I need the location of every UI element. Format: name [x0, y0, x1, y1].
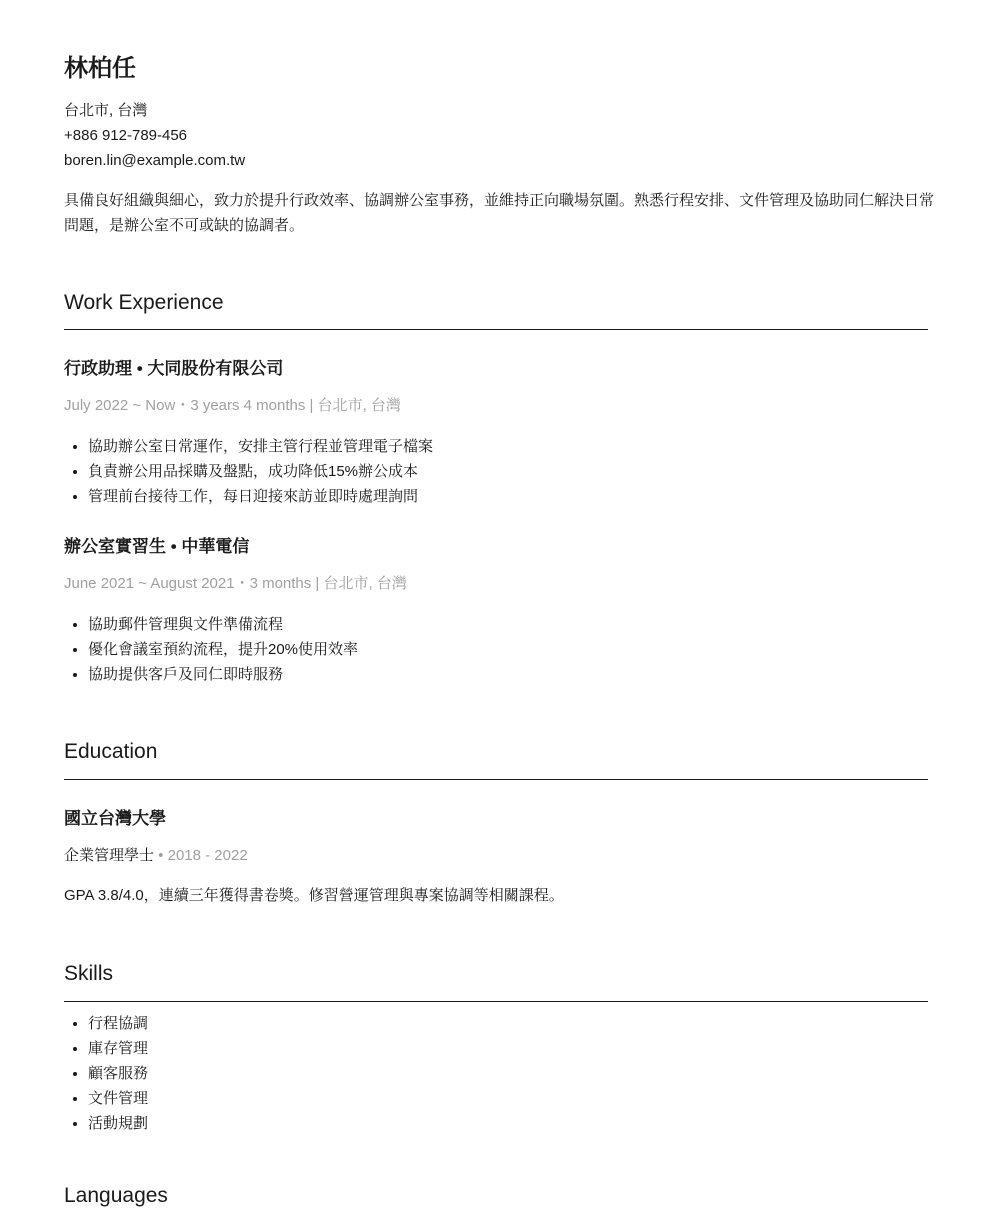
job-title: 辦公室實習生 • 中華電信 [64, 537, 250, 556]
list-item: • 負責辦公用品採購及盤點，成功降低15%辦公成本 [88, 459, 433, 484]
section-title-skills: Skills [64, 962, 114, 985]
list-item: • 顧客服務 [88, 1061, 148, 1086]
candidate-name: 林柏任 [64, 55, 136, 82]
section-title-languages: Languages [64, 1184, 168, 1207]
school-name: 國立台灣大學 [64, 809, 166, 828]
skills-list [64, 1011, 148, 1136]
degree-meta [64, 845, 248, 867]
list-item: • 優化會議室預約流程，提升20%使用效率 [88, 637, 358, 662]
list-item: • 協助郵件管理與文件準備流程 [88, 612, 358, 637]
contact-info [64, 98, 245, 173]
job-meta: June 2021 ~ August 2021・3 months | 台北市, 台灣 [64, 575, 407, 592]
section-divider [64, 779, 928, 780]
list-item: • 協助辦公室日常運作，安排主管行程並管理電子檔案 [88, 434, 433, 459]
section-divider [64, 329, 928, 330]
phone: +886 912-789-456 [64, 127, 188, 144]
list-item: • 管理前台接待工作，每日迎接來訪並即時處理詢問 [88, 484, 433, 509]
list-item: • 行程協調 [88, 1011, 148, 1036]
list-item: • 活動規劃 [88, 1111, 148, 1136]
degree: 企業管理學士 [64, 847, 155, 864]
job-meta: July 2022 ~ Now・3 years 4 months | 台北市, 台灣 [64, 397, 401, 414]
section-title-work: Work Experience [64, 291, 224, 314]
education-years: • 2018 - 2022 [154, 847, 248, 864]
summary: 具備良好組織與細心，致力於提升行政效率、協調辦公室事務，並維持正向職場氛圍。熟悉行程安排、文件管理及協助同仁解決日常問題，是辦公室不可或缺的協調者。 [64, 192, 935, 234]
list-item: • 協助提供客戶及同仁即時服務 [88, 662, 358, 687]
email: boren.lin@example.com.tw [64, 152, 246, 169]
job-bullets [64, 612, 358, 687]
list-item: • 庫存管理 [88, 1036, 148, 1061]
section-title-education: Education [64, 740, 158, 763]
education-description: GPA 3.8/4.0，連續三年獲得書卷獎。修習營運管理與專案協調等相關課程。 [64, 887, 564, 904]
list-item: • 文件管理 [88, 1086, 148, 1111]
job-bullets [64, 434, 433, 509]
location: 台北市, 台灣 [64, 102, 148, 119]
job-title: 行政助理 • 大同股份有限公司 [64, 359, 284, 378]
section-divider [64, 1001, 928, 1002]
